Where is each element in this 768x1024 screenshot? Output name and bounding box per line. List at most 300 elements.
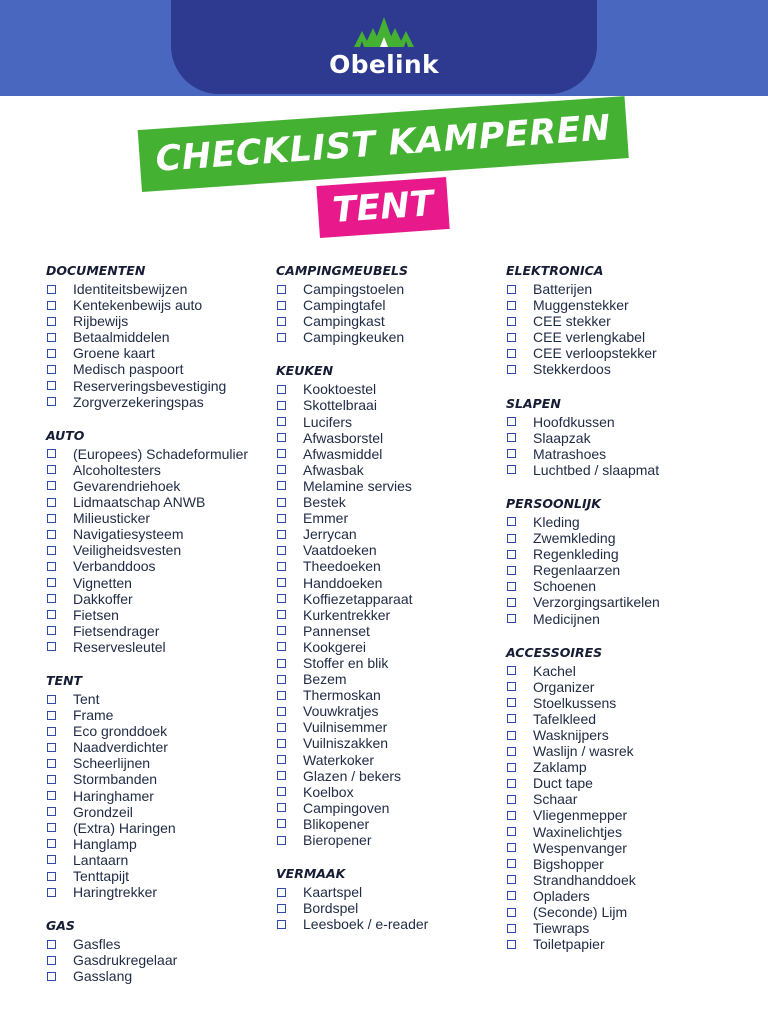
checkbox[interactable]	[507, 859, 516, 868]
checkbox[interactable]	[47, 956, 56, 965]
checklist-item[interactable]	[276, 607, 506, 623]
checklist-item[interactable]	[276, 329, 506, 345]
checklist-item[interactable]	[46, 361, 276, 377]
checklist-item-label: Hoofdkussen	[533, 413, 615, 430]
checkbox[interactable]	[277, 333, 286, 342]
checkbox[interactable]	[277, 691, 286, 700]
checklist-items	[46, 691, 276, 900]
checklist-item-label: Muggenstekker	[533, 297, 629, 314]
checklist-item[interactable]	[276, 900, 506, 916]
checklist-item-label: Blikopener	[303, 815, 370, 832]
checklist-item-label: Handdoeken	[303, 574, 383, 591]
checkbox[interactable]	[47, 807, 56, 816]
checklist-item[interactable]	[46, 281, 276, 297]
checklist-item[interactable]	[46, 936, 276, 952]
checklist-item-label: Campingkast	[303, 313, 385, 330]
checklist-item[interactable]	[46, 639, 276, 655]
checkbox[interactable]	[47, 839, 56, 848]
checkbox[interactable]	[277, 433, 286, 442]
checkbox[interactable]	[507, 891, 516, 900]
checklist-item[interactable]	[46, 884, 276, 900]
tent-logo-icon	[352, 13, 416, 49]
checkbox[interactable]	[507, 614, 516, 623]
checklist-item[interactable]	[46, 852, 276, 868]
checklist-item-label: Bigshopper	[533, 855, 604, 872]
checkbox[interactable]	[507, 908, 516, 917]
checklist-item[interactable]	[276, 639, 506, 655]
checklist-item[interactable]	[506, 345, 736, 361]
checkbox[interactable]	[277, 417, 286, 426]
checkbox[interactable]	[277, 385, 286, 394]
checklist-item[interactable]	[276, 752, 506, 768]
checkbox[interactable]	[47, 888, 56, 897]
checkbox[interactable]	[277, 642, 286, 651]
checklist-item-label: Bezem	[303, 671, 347, 688]
checklist-item[interactable]	[506, 546, 736, 562]
checklist-item[interactable]	[506, 329, 736, 345]
checklist-item[interactable]	[276, 671, 506, 687]
checklist-item[interactable]	[276, 768, 506, 784]
section-title: ELEKTRONICA	[506, 263, 604, 278]
checklist-item-label: Betaalmiddelen	[73, 329, 170, 346]
checklist-item[interactable]	[46, 575, 276, 591]
checklist-item[interactable]	[46, 462, 276, 478]
checklist-item[interactable]	[506, 695, 736, 711]
checklist-item[interactable]	[276, 591, 506, 607]
checklist-item-label: Waslijn / wasrek	[533, 743, 634, 760]
checklist-item[interactable]	[276, 478, 506, 494]
checklist-item-label: Skottelbraai	[303, 397, 377, 414]
checkbox[interactable]	[47, 743, 56, 752]
checkbox[interactable]	[277, 739, 286, 748]
checkbox[interactable]	[277, 888, 286, 897]
checklist-item[interactable]	[276, 687, 506, 703]
checklist-item-label: Fietsen	[73, 606, 119, 623]
checklist-item[interactable]	[506, 856, 736, 872]
checkbox[interactable]	[507, 333, 516, 342]
checklist-item[interactable]	[46, 868, 276, 884]
checkbox[interactable]	[507, 747, 516, 756]
checkbox[interactable]	[507, 449, 516, 458]
checklist-item-label: Groene kaart	[73, 345, 155, 362]
checklist-item-label: Strandhanddoek	[533, 871, 636, 888]
checklist-item-label: Bestek	[303, 494, 346, 511]
checkbox[interactable]	[277, 530, 286, 539]
checklist-item[interactable]	[46, 591, 276, 607]
checklist-item-label: Dakkoffer	[73, 590, 133, 607]
checkbox[interactable]	[507, 582, 516, 591]
checklist-item[interactable]	[46, 510, 276, 526]
checkbox[interactable]	[507, 301, 516, 310]
checklist-item[interactable]	[506, 530, 736, 546]
checkbox[interactable]	[277, 594, 286, 603]
checklist-item[interactable]	[506, 743, 736, 759]
checkbox[interactable]	[47, 972, 56, 981]
checklist-item[interactable]	[506, 446, 736, 462]
checklist-item-label: Reserveringsbevestiging	[73, 377, 227, 394]
checkbox[interactable]	[507, 827, 516, 836]
checklist-item[interactable]	[276, 800, 506, 816]
checklist-item[interactable]	[506, 920, 736, 936]
checkbox[interactable]	[507, 349, 516, 358]
checklist-item[interactable]	[276, 494, 506, 510]
checklist-item-label: Frame	[73, 707, 114, 724]
checkbox[interactable]	[277, 626, 286, 635]
checkbox[interactable]	[47, 872, 56, 881]
section-title: ACCESSOIRES	[506, 644, 603, 660]
section-title: AUTO	[46, 427, 85, 443]
checklist-item-label: Vliegenmepper	[533, 807, 628, 824]
section-title: KEUKEN	[276, 363, 334, 379]
checklist-item[interactable]	[506, 888, 736, 904]
checkbox[interactable]	[277, 301, 286, 310]
checklist-item[interactable]	[276, 623, 506, 639]
checklist-item[interactable]	[506, 430, 736, 446]
checkbox[interactable]	[507, 465, 516, 474]
checkbox[interactable]	[277, 610, 286, 619]
title-banner	[138, 96, 629, 192]
checkbox[interactable]	[47, 498, 56, 507]
checklist-item[interactable]	[276, 414, 506, 430]
checklist-item-label: Luchtbed / slaapmat	[533, 461, 660, 478]
checkbox[interactable]	[47, 317, 56, 326]
checklist-item[interactable]	[506, 679, 736, 695]
checklist-item-label: Zaklamp	[533, 759, 587, 776]
checklist-item[interactable]	[276, 816, 506, 832]
checkbox[interactable]	[507, 566, 516, 575]
checkbox[interactable]	[507, 285, 516, 294]
checklist-item-label: Vuilniszakken	[303, 735, 389, 752]
checkbox[interactable]	[507, 433, 516, 442]
checklist-item[interactable]	[46, 478, 276, 494]
checklist-item[interactable]	[276, 281, 506, 297]
checkbox[interactable]	[507, 779, 516, 788]
checklist-item[interactable]	[276, 397, 506, 413]
checklist-item-label: Kleding	[533, 513, 580, 530]
checkbox[interactable]	[47, 397, 56, 406]
checklist-item[interactable]	[276, 313, 506, 329]
checkbox[interactable]	[47, 791, 56, 800]
checkbox[interactable]	[47, 349, 56, 358]
checkbox[interactable]	[277, 707, 286, 716]
checklist-item[interactable]	[46, 804, 276, 820]
checklist-section	[46, 261, 276, 410]
checkbox[interactable]	[47, 940, 56, 949]
checklist-item[interactable]	[506, 297, 736, 313]
checkbox[interactable]	[47, 823, 56, 832]
checklist-item-label: Theedoeken	[303, 558, 381, 575]
checklist-item[interactable]	[46, 494, 276, 510]
checklist-item[interactable]	[506, 361, 736, 377]
page-title: CHECKLIST KAMPEREN	[154, 108, 613, 180]
checklist-item[interactable]	[46, 345, 276, 361]
checklist-section	[46, 671, 276, 900]
checklist-item-label: CEE stekker	[533, 313, 611, 330]
checklist-item[interactable]	[276, 526, 506, 542]
checklist-item[interactable]	[46, 378, 276, 394]
checklist-item[interactable]	[506, 578, 736, 594]
checklist-item[interactable]	[506, 663, 736, 679]
checklist-section	[506, 394, 736, 478]
checklist-item[interactable]	[276, 446, 506, 462]
checklist-item[interactable]	[506, 594, 736, 610]
checklist-item-label: Jerrycan	[303, 526, 357, 543]
checkbox[interactable]	[277, 317, 286, 326]
checkbox[interactable]	[47, 711, 56, 720]
checklist-item-label: Tiewraps	[533, 920, 590, 937]
checkbox[interactable]	[277, 578, 286, 587]
checkbox[interactable]	[277, 787, 286, 796]
checkbox[interactable]	[277, 904, 286, 913]
checklist-item[interactable]	[276, 916, 506, 932]
checklist-item-label: Kooktoestel	[303, 381, 377, 398]
checklist-item[interactable]	[506, 611, 736, 627]
checklist-item-label: Reservesleutel	[73, 638, 166, 655]
checklist-item[interactable]	[506, 414, 736, 430]
checklist-item-label: Gasslang	[73, 968, 133, 985]
section-title: TENT	[46, 672, 83, 688]
checklist-column-1	[46, 261, 276, 1000]
checklist-item-label: Gasdrukregelaar	[73, 952, 178, 969]
checklist-item[interactable]	[46, 739, 276, 755]
checkbox[interactable]	[47, 775, 56, 784]
checklist-item-label: Fietsendrager	[73, 622, 160, 639]
checklist-item-label: Grondzeil	[73, 803, 133, 820]
checklist-item-label: Navigatiesysteem	[73, 526, 184, 543]
checkbox[interactable]	[277, 771, 286, 780]
checkbox[interactable]	[47, 855, 56, 864]
checkbox[interactable]	[47, 285, 56, 294]
checklist-item[interactable]	[46, 446, 276, 462]
checkbox[interactable]	[507, 811, 516, 820]
checklist-item[interactable]	[46, 707, 276, 723]
checklist-item-label: Koelbox	[303, 783, 354, 800]
checklist-item[interactable]	[506, 313, 736, 329]
checklist-item[interactable]	[276, 542, 506, 558]
checkbox[interactable]	[277, 920, 286, 929]
checklist-item-label: Zwemkleding	[533, 530, 616, 547]
checklist-item-label: Matrashoes	[533, 445, 607, 462]
checklist-item[interactable]	[46, 820, 276, 836]
checkbox[interactable]	[507, 317, 516, 326]
checklist-item[interactable]	[46, 952, 276, 968]
checklist-item[interactable]	[46, 526, 276, 542]
checklist-item[interactable]	[276, 510, 506, 526]
checkbox[interactable]	[507, 795, 516, 804]
checklist-item[interactable]	[276, 297, 506, 313]
checklist-item[interactable]	[276, 381, 506, 397]
checkbox[interactable]	[507, 698, 516, 707]
checklist-item[interactable]	[276, 735, 506, 751]
checklist-item[interactable]	[46, 968, 276, 984]
checklist-item[interactable]	[276, 558, 506, 574]
checklist-item[interactable]	[46, 755, 276, 771]
checklist-item-label: (Extra) Haringen	[73, 819, 176, 836]
checkbox[interactable]	[277, 481, 286, 490]
section-title: GAS	[46, 918, 75, 934]
checklist-item-label: Lucifers	[303, 413, 353, 430]
checkbox[interactable]	[47, 727, 56, 736]
checklist-section	[276, 864, 506, 932]
checkbox[interactable]	[47, 626, 56, 635]
checklist-item-label: Leesboek / e-reader	[303, 916, 429, 933]
checklist-item[interactable]	[46, 558, 276, 574]
checklist-item[interactable]	[46, 297, 276, 313]
checkbox[interactable]	[277, 465, 286, 474]
checkbox[interactable]	[47, 610, 56, 619]
checkbox[interactable]	[507, 666, 516, 675]
checklist-item[interactable]	[506, 727, 736, 743]
checkbox[interactable]	[47, 514, 56, 523]
checklist-item-label: Stoffer en blik	[303, 654, 389, 671]
checklist-item[interactable]	[506, 562, 736, 578]
checkbox[interactable]	[277, 819, 286, 828]
checklist-item-label: (Seconde) Lijm	[533, 904, 628, 920]
checklist-item[interactable]	[276, 719, 506, 735]
checklist-item[interactable]	[276, 784, 506, 800]
checklist-item[interactable]	[46, 313, 276, 329]
checkbox[interactable]	[507, 763, 516, 772]
checklist-item[interactable]	[506, 775, 736, 791]
checklist-item[interactable]	[506, 872, 736, 888]
checkbox[interactable]	[277, 285, 286, 294]
checklist-section	[46, 916, 276, 984]
checkbox[interactable]	[47, 381, 56, 390]
checkbox[interactable]	[47, 465, 56, 474]
checkbox[interactable]	[47, 301, 56, 310]
checkbox[interactable]	[277, 803, 286, 812]
checkbox[interactable]	[277, 836, 286, 845]
checklist-section	[276, 361, 506, 848]
checklist-items	[46, 281, 276, 410]
checklist-item[interactable]	[276, 430, 506, 446]
checklist-item-label: Veiligheidsvesten	[73, 542, 182, 559]
checklist-item[interactable]	[46, 623, 276, 639]
checklist-item-label: Schoenen	[533, 578, 597, 595]
checkbox[interactable]	[277, 498, 286, 507]
checkbox[interactable]	[277, 675, 286, 684]
checkbox[interactable]	[47, 546, 56, 555]
checklist-item-label: Glazen / bekers	[303, 767, 402, 784]
checkbox[interactable]	[507, 875, 516, 884]
checklist-item[interactable]	[506, 514, 736, 530]
checklist-item[interactable]	[506, 711, 736, 727]
checkbox[interactable]	[47, 578, 56, 587]
checkbox[interactable]	[47, 695, 56, 704]
checklist-item-label: Waterkoker	[303, 751, 375, 768]
checkbox[interactable]	[47, 594, 56, 603]
checklist-item[interactable]	[46, 394, 276, 410]
checklist-item[interactable]	[46, 542, 276, 558]
checklist-item[interactable]	[506, 840, 736, 856]
checkbox[interactable]	[47, 449, 56, 458]
checklist-item-label: Wespenvanger	[533, 839, 627, 856]
checklist-item-label: Scheerlijnen	[73, 755, 151, 772]
checkbox[interactable]	[507, 731, 516, 740]
checklist-item[interactable]	[506, 759, 736, 775]
checkbox[interactable]	[507, 714, 516, 723]
checkbox[interactable]	[507, 682, 516, 691]
page-subtitle: TENT	[331, 184, 435, 232]
checklist-item[interactable]	[506, 462, 736, 478]
checkbox[interactable]	[507, 843, 516, 852]
checklist-item[interactable]	[506, 791, 736, 807]
checklist-item[interactable]	[276, 884, 506, 900]
checkbox[interactable]	[277, 562, 286, 571]
checkbox[interactable]	[507, 550, 516, 559]
checklist-item[interactable]	[46, 788, 276, 804]
checklist-item-label: Haringhamer	[73, 787, 154, 804]
checklist-item[interactable]	[46, 329, 276, 345]
checklist-items	[276, 381, 506, 848]
checkbox[interactable]	[47, 333, 56, 342]
checklist-item[interactable]	[276, 655, 506, 671]
checklist-item[interactable]	[506, 281, 736, 297]
checkbox[interactable]	[507, 365, 516, 374]
checklist-item[interactable]	[276, 462, 506, 478]
checkbox[interactable]	[507, 417, 516, 426]
checkbox[interactable]	[507, 517, 516, 526]
checklist-item[interactable]	[276, 575, 506, 591]
checklist-item-label: Campingstoelen	[303, 281, 405, 297]
checkbox[interactable]	[507, 924, 516, 933]
checklist-item-label: Thermoskan	[303, 687, 381, 704]
checkbox[interactable]	[277, 514, 286, 523]
checkbox[interactable]	[507, 940, 516, 949]
checklist-section	[46, 426, 276, 655]
checklist-item[interactable]	[276, 703, 506, 719]
checklist-item[interactable]	[46, 691, 276, 707]
checklist-item-label: Tent	[73, 690, 100, 707]
checkbox[interactable]	[277, 659, 286, 668]
checklist-item[interactable]	[46, 836, 276, 852]
checkbox[interactable]	[47, 759, 56, 768]
checklist-item[interactable]	[46, 771, 276, 787]
checklist-item[interactable]	[46, 607, 276, 623]
checklist-item[interactable]	[46, 723, 276, 739]
checklist-item-label: Vuilnisemmer	[303, 719, 388, 736]
checkbox[interactable]	[277, 723, 286, 732]
checklist-items	[276, 281, 506, 345]
checkbox[interactable]	[47, 481, 56, 490]
checkbox[interactable]	[277, 755, 286, 764]
checklist-item-label: Medisch paspoort	[73, 361, 184, 378]
checklist-items	[506, 514, 736, 627]
checklist-item[interactable]	[506, 824, 736, 840]
checkbox[interactable]	[277, 449, 286, 458]
checklist-item-label: Schaar	[533, 791, 578, 808]
brand-name: Obelink	[329, 50, 439, 79]
checklist-item[interactable]	[506, 936, 736, 952]
checklist-item-label: Slaapzak	[533, 429, 591, 446]
checklist-column-3	[506, 261, 736, 968]
checklist-item-label: Kentekenbewijs auto	[73, 297, 203, 314]
checkbox[interactable]	[277, 546, 286, 555]
checkbox[interactable]	[47, 562, 56, 571]
checkbox[interactable]	[47, 642, 56, 651]
checklist-item[interactable]	[506, 807, 736, 823]
checklist-item[interactable]	[506, 904, 736, 920]
checklist-item-label: Campingtafel	[303, 297, 386, 314]
checkbox[interactable]	[507, 598, 516, 607]
checkbox[interactable]	[277, 401, 286, 410]
checklist-column-2	[276, 261, 506, 948]
checkbox[interactable]	[507, 534, 516, 543]
checkbox[interactable]	[47, 530, 56, 539]
checkbox[interactable]	[47, 365, 56, 374]
checklist-item-label: Hanglamp	[73, 835, 137, 852]
checklist-item[interactable]	[276, 832, 506, 848]
